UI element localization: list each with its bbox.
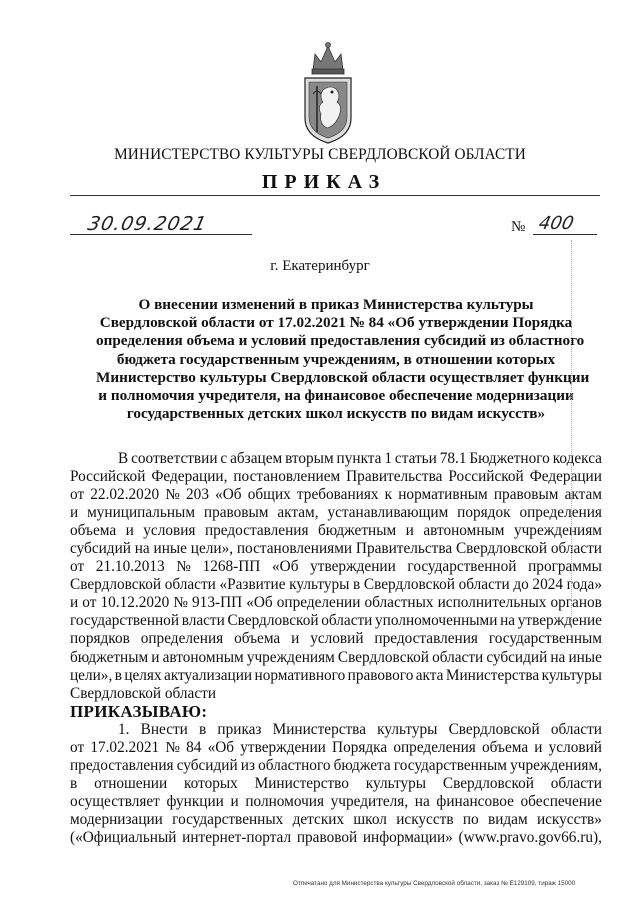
body-line: от 22.02.2020 № 203 «Об общих требованиях к нормативным правовым актам [70,486,602,504]
body-line: бюджетным и автономным учреждениям Свердловской области субсидий на иные [70,648,602,666]
date-handwritten: 30.09.2021 [85,213,210,235]
prikazyvayu-label: ПРИКАЗЫВАЮ: [70,701,208,721]
city-line: г. Екатеринбург [270,258,370,274]
crown-icon [312,43,344,75]
number-underline [533,234,597,235]
heading-line: определения объема и условий предоставления субсидий из областного [96,332,585,350]
heading-line: бюджета государственным учреждениям, в отношении которых [116,350,556,368]
body-line: и от 10.12.2020 № 913-ПП «Об определении областных исполнительных органов [70,594,602,612]
number-sign: № [511,219,526,235]
heading-line: Свердловской области от 17.02.2021 № 84 «Об утверждении Порядка [99,314,573,332]
body-line: Российской Федерации, постановлением Правительства Российской Федерации [70,468,602,486]
body-line: В соответствии с абзацем вторым пункта 1 статьи 78.1 Бюджетного кодекса [118,450,602,467]
scan-edge-marks [571,240,573,620]
body-line: порядков определения объема и условий предоставления государственным [70,630,602,648]
body-line: объема и условия предоставления бюджетным и автономным учреждениям [70,522,602,540]
item-line: 1. Внести в приказ Министерства культуры Свердловской области [118,721,602,739]
number-handwritten: 400 [536,213,576,234]
item-line: осуществляет функции и полномочия учредителя, на финансовое обеспечение [70,793,602,811]
body-line: цели», в целях актуализации нормативного правового акта Министерства культуры [70,666,602,684]
body-line: Свердловской области «Развитие культуры в Свердловской области до 2024 года» [70,576,602,594]
coat-of-arms-emblem [301,40,355,144]
title-divider [70,195,600,196]
item-line: («Официальный интернет-портал правовой информации» (www.pravo.gov66.ru), [70,829,602,847]
body-line: Свердловской области [70,684,217,702]
item-line: в отношении которых Министерство культуры Свердловской области [70,775,602,793]
body-line: от 21.10.2013 № 1268-ПП «Об утверждении государственной программы [70,558,602,576]
item-line: модернизации государственных детских школ искусств по видам искусств» [70,811,602,829]
order-body [70,450,602,847]
body-line: и муниципальным правовым актам, устанавливающим порядок определения [70,504,602,522]
heading-line: государственных детских школ искусств по видам искусств» [126,405,546,423]
order-heading [96,296,590,423]
date-underline [70,234,252,235]
heading-line: О внесении изменений в приказ Министерства культуры [138,296,534,313]
body-line: субсидий на иные цели», постановлениями Правительства Свердловской области [70,540,602,558]
body-line: государственной власти Свердловской области уполномоченными на утверждение [70,612,602,630]
heading-line: и полномочия учредителя, на финансовое обеспечение модернизации [98,387,574,405]
item-line: от 17.02.2021 № 84 «Об утверждении Порядка определения объема и условий [70,739,602,757]
document-type-title: ПРИКАЗ [261,171,387,193]
print-footer: Отпечатано для Министерства культуры Свердловской области, заказ № Е129109, тираж 15000 [293,880,576,887]
ministry-name: МИНИСТЕРСТВО КУЛЬТУРЫ СВЕРДЛОВСКОЙ ОБЛАСТИ [114,146,526,163]
item-line: предоставления субсидий из областного бюджета государственным учреждениям, [70,757,602,775]
heading-line: Министерство культуры Свердловской области осуществляет функции [96,368,590,386]
